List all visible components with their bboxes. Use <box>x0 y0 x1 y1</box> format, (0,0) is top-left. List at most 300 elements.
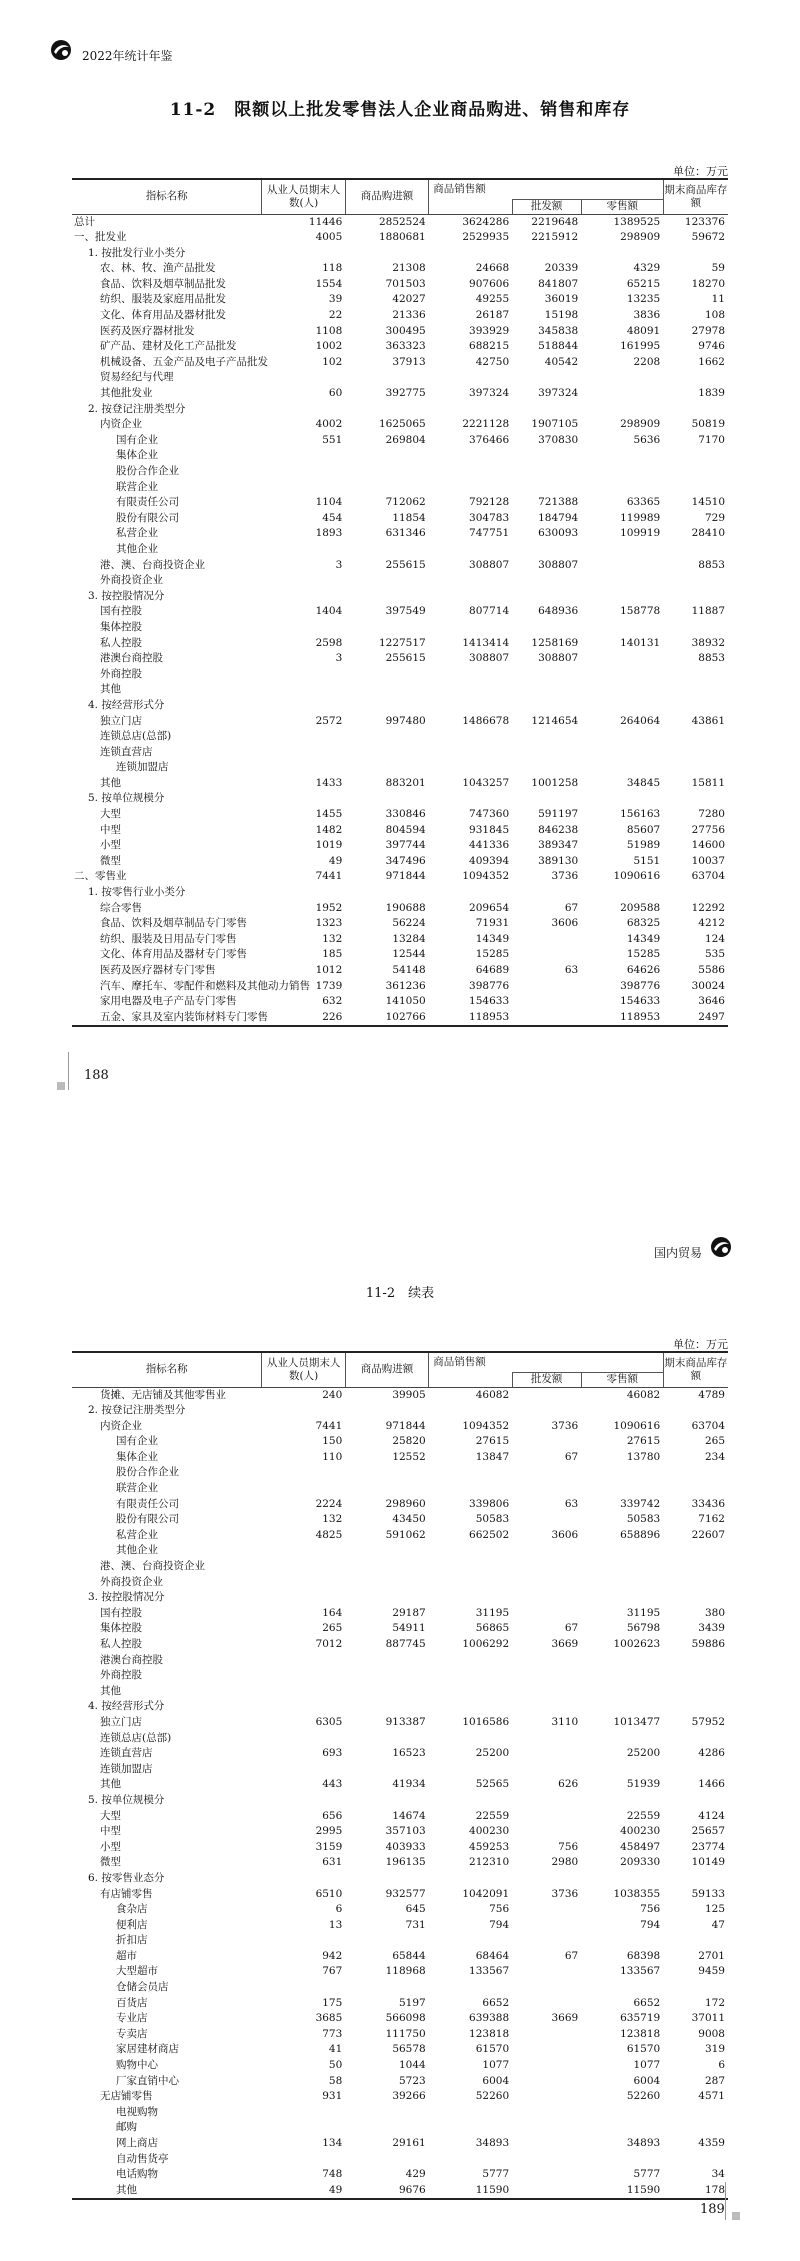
data-table <box>72 178 728 1027</box>
cell-purchase <box>345 402 428 418</box>
cell-retail <box>581 698 663 714</box>
cell-inventory: 14510 <box>691 496 725 509</box>
cell-sales: 639388 <box>469 2012 510 2025</box>
cell-purchase <box>345 698 428 714</box>
cell-retail: 63365 <box>626 496 661 509</box>
cell-inventory <box>663 448 728 464</box>
cell-retail: 25200 <box>626 1747 661 1760</box>
cell-purchase <box>345 573 428 589</box>
cell-employees: 4825 <box>315 1528 343 1541</box>
cell-employees <box>262 1653 345 1669</box>
cell-wholesale <box>512 246 581 262</box>
cell-employees: 1002 <box>315 340 343 353</box>
cell-sales <box>429 760 512 776</box>
row-label: 医药及医疗器材批发 <box>100 324 195 337</box>
cell-sales: 212310 <box>469 1856 510 1869</box>
cell-wholesale <box>512 682 581 698</box>
cell-retail: 119989 <box>620 511 661 524</box>
cell-retail: 5636 <box>633 433 661 446</box>
cell-sales <box>429 1559 512 1575</box>
cell-employees: 150 <box>322 1435 343 1448</box>
cell-purchase: 5197 <box>398 1996 426 2009</box>
cell-wholesale: 36019 <box>544 293 579 306</box>
cell-purchase <box>345 1465 428 1481</box>
cell-retail: 1090616 <box>613 870 661 883</box>
cell-employees: 3 <box>335 558 343 571</box>
cell-employees: 1019 <box>315 839 343 852</box>
cell-inventory <box>663 791 728 807</box>
row-label: 外商投资企业 <box>100 574 163 587</box>
cell-wholesale: 3736 <box>551 1887 579 1900</box>
row-label: 联营企业 <box>116 1482 158 1495</box>
cell-wholesale <box>512 1434 581 1450</box>
table-row <box>72 1606 728 1622</box>
table-row <box>72 573 728 589</box>
cell-inventory: 4124 <box>698 1809 725 1822</box>
cell-employees <box>262 1762 345 1778</box>
cell-employees <box>262 667 345 683</box>
cell-inventory: 11887 <box>691 605 725 618</box>
cell-employees: 1433 <box>315 776 343 789</box>
row-label: 有限责任公司 <box>116 1497 179 1510</box>
header-sales-total <box>429 1372 512 1387</box>
cell-retail: 4329 <box>633 262 661 275</box>
cell-sales: 34893 <box>475 2137 510 2149</box>
cell-inventory: 5586 <box>698 964 725 976</box>
cell-wholesale: 63 <box>564 1497 579 1510</box>
cell-wholesale: 15198 <box>544 309 579 322</box>
cell-employees: 3159 <box>315 1840 343 1853</box>
cell-wholesale <box>512 1653 581 1669</box>
cell-retail: 51939 <box>626 1778 661 1791</box>
row-label: 其他企业 <box>116 542 158 555</box>
cell-wholesale: 518844 <box>538 340 579 353</box>
cell-inventory: 125 <box>704 1903 725 1916</box>
cell-wholesale <box>512 620 581 636</box>
cell-purchase: 118968 <box>385 1965 426 1978</box>
cell-sales: 1413414 <box>462 636 510 649</box>
cell-purchase: 1625065 <box>378 418 426 431</box>
cell-wholesale <box>512 1403 581 1419</box>
cell-wholesale: 67 <box>564 1622 579 1635</box>
row-label: 小型 <box>100 839 121 852</box>
cell-inventory: 7162 <box>698 1513 725 1526</box>
cell-retail <box>581 729 663 745</box>
cell-employees: 132 <box>322 1513 343 1526</box>
cell-employees <box>262 1543 345 1559</box>
cell-inventory: 2497 <box>663 1010 728 1027</box>
cell-retail: 1090616 <box>613 1419 661 1432</box>
header-name: 指标名称 <box>72 1352 262 1387</box>
cell-wholesale <box>512 2027 581 2043</box>
cell-sales <box>429 729 512 745</box>
cell-purchase <box>345 667 428 683</box>
cell-retail <box>581 2105 663 2121</box>
header-sales: 商品销售额 <box>429 1352 664 1372</box>
cell-employees <box>262 1871 345 1887</box>
yearbook-logo-icon <box>50 39 72 61</box>
cell-purchase: 971844 <box>385 870 426 883</box>
cell-inventory: 47 <box>711 1918 725 1931</box>
cell-employees <box>262 1575 345 1591</box>
cell-sales: 931845 <box>469 823 510 836</box>
row-label: 4. 按经营形式分 <box>88 1700 165 1713</box>
cell-retail: 158778 <box>620 605 661 618</box>
cell-purchase: 16523 <box>392 1747 426 1760</box>
cell-retail: 61570 <box>626 2043 661 2056</box>
table-row <box>72 1731 728 1747</box>
cell-inventory: 123376 <box>684 215 725 228</box>
header-retail: 零售额 <box>581 1372 663 1387</box>
header-wholesale: 批发额 <box>512 199 581 214</box>
table-row <box>72 526 728 542</box>
cell-wholesale: 308807 <box>538 652 579 665</box>
row-label: 其他 <box>100 1778 121 1791</box>
cell-retail: 298909 <box>620 418 661 431</box>
cell-employees <box>262 1590 345 1606</box>
cell-sales: 64689 <box>475 964 510 976</box>
cell-retail <box>581 1699 663 1715</box>
row-label: 股份合作企业 <box>116 465 179 477</box>
table-row <box>72 2167 728 2183</box>
cell-employees <box>262 1933 345 1949</box>
cell-inventory: 9459 <box>698 1965 725 1978</box>
cell-purchase <box>345 2105 428 2121</box>
cell-retail <box>581 558 663 574</box>
cell-wholesale <box>512 791 581 807</box>
table-row <box>72 901 728 917</box>
cell-sales <box>429 1543 512 1559</box>
table-row <box>72 448 728 464</box>
cell-inventory: 729 <box>704 511 725 524</box>
row-label: 中型 <box>100 1825 121 1838</box>
table-row <box>72 1684 728 1700</box>
cell-inventory: 319 <box>704 2043 725 2056</box>
table-row <box>72 1450 728 1466</box>
cell-sales <box>429 542 512 558</box>
cell-retail <box>581 1653 663 1669</box>
cell-wholesale <box>512 1996 581 2012</box>
cell-retail <box>581 542 663 558</box>
cell-retail: 2208 <box>633 355 661 368</box>
row-label: 独立门店 <box>100 1715 142 1728</box>
cell-purchase <box>345 1699 428 1715</box>
table-row <box>72 604 728 620</box>
row-label: 联营企业 <box>116 480 158 493</box>
row-label: 机械设备、五金产品及电子产品批发 <box>100 355 268 368</box>
cell-retail: 5777 <box>633 2168 661 2181</box>
cell-sales <box>429 1980 512 1996</box>
page-title: 11-2 续表 <box>365 1286 435 1301</box>
cell-purchase <box>345 1543 428 1559</box>
cell-sales: 376466 <box>469 433 510 446</box>
cell-employees <box>262 791 345 807</box>
cell-employees: 631 <box>322 1856 343 1869</box>
cell-wholesale <box>512 1465 581 1481</box>
cell-wholesale <box>512 1980 581 1996</box>
cell-purchase: 102766 <box>345 1010 428 1027</box>
cell-purchase: 39905 <box>392 1388 426 1401</box>
row-label: 国有企业 <box>116 1435 158 1448</box>
cell-inventory: 287 <box>704 2074 725 2087</box>
cell-purchase: 997480 <box>385 714 426 727</box>
cell-purchase: 701503 <box>385 277 426 290</box>
table-row <box>72 589 728 605</box>
cell-retail: 123818 <box>620 2027 661 2040</box>
table-row <box>72 308 728 324</box>
cell-sales: 398776 <box>469 979 510 992</box>
table-row <box>72 1840 728 1856</box>
header-employees: 从业人员期末人数(人) <box>262 179 345 214</box>
yearbook-logo-icon <box>710 1236 732 1258</box>
cell-purchase: 21336 <box>392 309 426 322</box>
cell-employees <box>262 402 345 418</box>
cell-purchase: 141050 <box>385 995 426 1008</box>
cell-wholesale: 2215912 <box>531 231 579 244</box>
cell-wholesale: 756 <box>558 1840 579 1853</box>
cell-inventory: 59 <box>711 262 725 275</box>
cell-employees: 60 <box>328 387 343 400</box>
cell-retail: 658896 <box>620 1528 661 1541</box>
cell-wholesale: 721388 <box>538 496 579 509</box>
cell-sales <box>429 1668 512 1684</box>
cell-purchase: 347496 <box>385 854 426 867</box>
table-row <box>72 1824 728 1840</box>
cell-purchase: 42027 <box>392 293 426 306</box>
cell-wholesale <box>512 2183 581 2200</box>
cell-inventory <box>663 1465 728 1481</box>
cell-retail <box>581 620 663 636</box>
table-row <box>72 324 728 340</box>
table-row <box>72 1793 728 1809</box>
row-label: 矿产品、建材及化工产品批发 <box>100 340 237 353</box>
row-label: 有店铺零售 <box>100 1887 153 1900</box>
cell-sales <box>429 573 512 589</box>
table-row <box>72 495 728 511</box>
cell-sales: 397324 <box>469 387 510 400</box>
cell-retail: 50583 <box>626 1513 661 1526</box>
cell-wholesale: 3606 <box>551 1528 579 1541</box>
cell-sales: 459253 <box>469 1840 510 1853</box>
cell-sales: 27615 <box>475 1435 510 1448</box>
cell-purchase <box>345 760 428 776</box>
row-label: 电话购物 <box>116 2168 158 2181</box>
cell-sales: 339806 <box>469 1497 510 1510</box>
cell-purchase <box>345 1933 428 1949</box>
cell-wholesale: 308807 <box>538 558 579 571</box>
cell-sales: 25200 <box>475 1747 510 1760</box>
table-row <box>72 1559 728 1575</box>
cell-sales: 24668 <box>475 262 510 275</box>
table-row <box>72 277 728 293</box>
cell-retail: 1013477 <box>613 1715 661 1728</box>
cell-purchase: 39266 <box>392 2090 426 2103</box>
cell-sales <box>429 370 512 386</box>
row-label: 港、澳、台商投资企业 <box>100 558 205 571</box>
cell-purchase: 392775 <box>385 387 426 400</box>
cell-employees <box>262 246 345 262</box>
row-label: 食杂店 <box>116 1903 148 1916</box>
cell-purchase: 5723 <box>398 2074 426 2087</box>
cell-employees <box>262 2120 345 2136</box>
row-label: 内资企业 <box>100 418 142 431</box>
page-189 <box>0 1130 800 2261</box>
cell-inventory: 265 <box>704 1435 725 1448</box>
cell-wholesale <box>512 448 581 464</box>
row-label: 连锁总店(总部) <box>100 1731 172 1744</box>
cell-wholesale <box>512 2042 581 2058</box>
cell-retail: 1002623 <box>613 1638 661 1650</box>
cell-purchase: 645 <box>405 1903 426 1916</box>
cell-inventory: 14600 <box>691 839 725 852</box>
table-row <box>72 1699 728 1715</box>
cell-wholesale <box>512 932 581 948</box>
cell-retail: 756 <box>640 1903 661 1916</box>
header-retail: 零售额 <box>581 199 663 214</box>
cell-purchase <box>345 542 428 558</box>
cell-employees: 13 <box>328 1918 343 1931</box>
cell-retail: 118953 <box>581 1010 663 1027</box>
table-row <box>72 714 728 730</box>
row-label: 其他 <box>100 1684 121 1697</box>
cell-inventory: 37011 <box>691 2012 725 2025</box>
table-row <box>72 963 728 979</box>
table-row <box>72 1419 728 1435</box>
header-employees: 从业人员期末人数(人) <box>262 1352 345 1387</box>
cell-sales: 3624286 <box>462 215 510 228</box>
cell-wholesale <box>512 745 581 761</box>
table-row <box>72 1528 728 1544</box>
table-row <box>72 791 728 807</box>
cell-employees: 2995 <box>315 1825 343 1838</box>
cell-purchase: 883201 <box>385 776 426 789</box>
cell-inventory: 10149 <box>691 1856 725 1869</box>
cell-sales: 68464 <box>475 1949 510 1962</box>
cell-wholesale: 1214654 <box>531 714 579 727</box>
cell-purchase: 397744 <box>385 839 426 852</box>
cell-employees: 1482 <box>315 823 343 836</box>
cell-purchase: 1044 <box>398 2059 426 2072</box>
cell-purchase <box>345 1403 428 1419</box>
header-purchase: 商品购进额 <box>345 1352 428 1387</box>
table-row <box>72 2027 728 2043</box>
cell-employees <box>262 2105 345 2121</box>
cell-employees <box>262 1793 345 1809</box>
cell-wholesale <box>512 2167 581 2183</box>
cell-retail <box>581 2120 663 2136</box>
cell-inventory <box>663 1590 728 1606</box>
table-row <box>72 979 728 995</box>
cell-retail: 1038355 <box>613 1887 661 1900</box>
cell-inventory: 11 <box>711 293 725 306</box>
cell-retail <box>581 1793 663 1809</box>
cell-sales <box>429 745 512 761</box>
row-label: 私营企业 <box>116 1528 158 1541</box>
cell-inventory: 6 <box>718 2059 725 2072</box>
row-label: 私人控股 <box>100 1638 142 1650</box>
cell-sales: 15285 <box>475 948 510 961</box>
cell-inventory: 27756 <box>691 823 725 836</box>
row-label: 股份合作企业 <box>116 1466 179 1479</box>
cell-inventory: 4571 <box>698 2090 725 2103</box>
cell-employees: 1554 <box>315 277 343 290</box>
cell-inventory: 15811 <box>691 776 725 789</box>
table-row <box>72 2136 728 2152</box>
cell-wholesale <box>512 1559 581 1575</box>
cell-wholesale <box>512 370 581 386</box>
table-row <box>72 1543 728 1559</box>
cell-purchase: 12544 <box>392 948 426 961</box>
cell-inventory <box>663 1699 728 1715</box>
cell-inventory: 3646 <box>698 995 725 1008</box>
cell-inventory <box>663 1684 728 1700</box>
cell-inventory: 30024 <box>691 979 725 992</box>
table-row <box>72 2089 728 2105</box>
cell-employees: 1404 <box>315 605 343 618</box>
cell-purchase <box>345 370 428 386</box>
cell-wholesale: 370830 <box>538 433 579 446</box>
cell-employees: 175 <box>322 1996 343 2009</box>
cell-sales: 441336 <box>469 839 510 852</box>
cell-employees: 240 <box>322 1388 343 1401</box>
cell-wholesale: 63 <box>564 964 579 976</box>
cell-retail <box>581 1684 663 1700</box>
cell-purchase <box>345 464 428 480</box>
table-row <box>72 1497 728 1513</box>
cell-employees: 226 <box>262 1010 345 1027</box>
table-row <box>72 682 728 698</box>
cell-sales <box>429 1933 512 1949</box>
row-label: 集体控股 <box>100 620 142 633</box>
cell-inventory: 9008 <box>698 2027 725 2040</box>
row-label: 国有企业 <box>116 433 158 446</box>
cell-wholesale <box>512 1746 581 1762</box>
cell-employees: 265 <box>322 1622 343 1635</box>
cell-inventory: 63704 <box>691 1419 725 1432</box>
row-label: 大型 <box>100 1809 121 1822</box>
cell-inventory: 59133 <box>691 1887 725 1900</box>
row-label: 连锁加盟店 <box>116 761 169 774</box>
cell-sales <box>429 2120 512 2136</box>
cell-sales: 1094352 <box>462 870 510 883</box>
cell-wholesale <box>512 1010 581 1027</box>
cell-employees: 185 <box>322 948 343 961</box>
cell-purchase: 25820 <box>392 1435 426 1448</box>
cell-inventory <box>663 698 728 714</box>
cell-employees: 2224 <box>315 1497 343 1510</box>
cell-wholesale: 846238 <box>538 823 579 836</box>
cell-retail <box>581 1933 663 1949</box>
cell-sales: 61570 <box>475 2043 510 2056</box>
page-corner-line <box>725 2182 726 2220</box>
row-label: 外商投资企业 <box>100 1575 163 1588</box>
cell-inventory <box>663 1481 728 1497</box>
table-row <box>72 1746 728 1762</box>
cell-sales: 209654 <box>469 901 510 914</box>
table-row <box>72 760 728 776</box>
table-row <box>72 2152 728 2168</box>
cell-retail <box>581 1575 663 1591</box>
cell-wholesale: 20339 <box>544 262 579 275</box>
row-label: 食品、饮料及烟草制品批发 <box>100 277 226 290</box>
cell-sales <box>429 464 512 480</box>
cell-wholesale <box>512 1387 581 1403</box>
cell-employees <box>262 1559 345 1575</box>
table-row <box>72 246 728 262</box>
cell-retail: 48091 <box>626 324 661 337</box>
cell-employees: 2572 <box>315 714 343 727</box>
row-label: 港澳台商控股 <box>100 1653 163 1666</box>
